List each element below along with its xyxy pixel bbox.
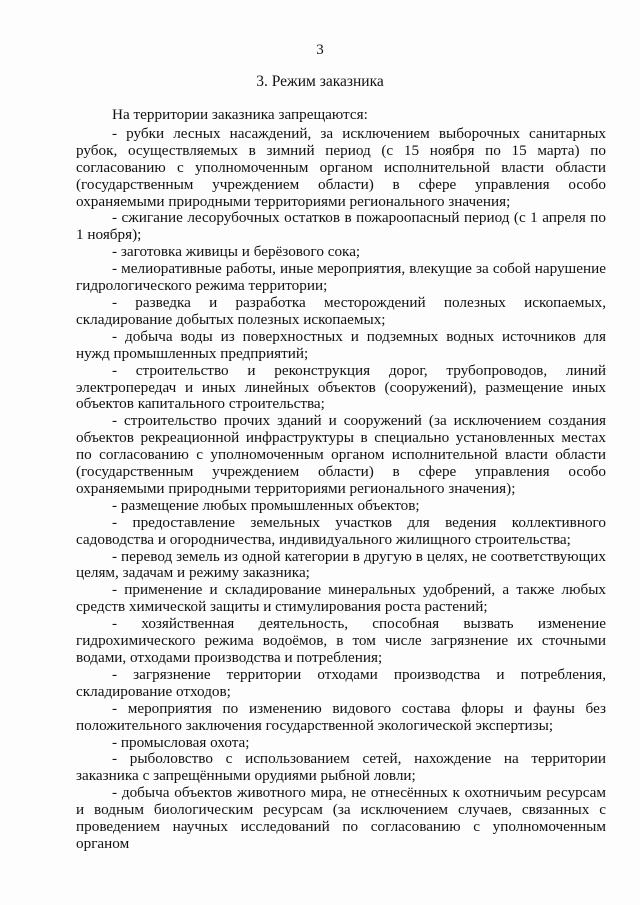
prohibition-item: - мероприятия по изменению видового состава флоры и фауны без положительного заключения государственной экологической экспертизы;: [76, 699, 606, 734]
prohibition-item: - загрязнение территории отходами производства и потребления, складирование отходов;: [76, 665, 606, 700]
prohibition-item: - рубки лесных насаждений, за исключением выборочных санитарных рубок, осуществляемых в зимний период (с 15 ноября по 15 марта) по согласованию с уполномоченным органом исполнительной власти области (государственным учреждением области) в сфере управления особо охраняемыми природными территориями регионального значения;: [76, 124, 606, 210]
prohibition-item: - разведка и разработка месторождений полезных ископаемых, складирование добытых полезных ископаемых;: [76, 293, 606, 328]
prohibition-item: - размещение любых промышленных объектов;: [112, 496, 420, 514]
prohibition-item: - добыча объектов животного мира, не отнесённых к охотничьим ресурсам и водным биологическим ресурсам (за исключением случаев, связанных с проведением научных исследований по согласованию с уполномоченным органом: [76, 784, 606, 852]
prohibition-item: - применение и складирование минеральных удобрений, а также любых средств химической защиты и стимулирования роста растений;: [76, 581, 606, 616]
prohibition-item: - мелиоративные работы, иные мероприятия, влекущие за собой нарушение гидрологического режима территории;: [76, 260, 606, 295]
prohibition-item: - предоставление земельных участков для ведения коллективного садоводства и огородничества, индивидуального жилищного строительства;: [76, 513, 606, 548]
prohibition-item: - строительство и реконструкция дорог, трубопроводов, линий электропередач и иных линейных объектов (сооружений), размещение иных объектов капитального строительства;: [76, 361, 606, 413]
prohibition-item: - рыболовство с использованием сетей, нахождение на территории заказника с запрещёнными орудиями рыбной ловли;: [76, 750, 606, 785]
prohibition-item: - строительство прочих зданий и сооружений (за исключением создания объектов рекреационной инфраструктуры в специально установленных местах по согласованию с уполномоченным органом исполнительной власти области (государственным учреждением области) в сфере управления особо охраняемыми природными территориями регионального значения);: [76, 412, 606, 497]
section-title: 3. Режим заказника: [256, 73, 384, 90]
prohibition-item: - заготовка живицы и берёзового сока;: [112, 243, 361, 261]
section-body: [76, 107, 606, 853]
page-number: 3: [316, 42, 324, 58]
prohibition-item: - добыча воды из поверхностных и подземных водных источников для нужд промышленных предприятий;: [76, 327, 606, 362]
prohibition-item: - промысловая охота;: [112, 733, 250, 751]
intro-paragraph: На территории заказника запрещаются:: [112, 106, 368, 123]
prohibition-item: - хозяйственная деятельность, способная вызвать изменение гидрохимического режима водоёмов, в том числе загрязнение их сточными водами, отходами производства и потребления;: [76, 615, 606, 666]
prohibition-item: - сжигание лесорубочных остатков в пожароопасный период (с 1 апреля по 1 ноября);: [76, 209, 606, 244]
prohibition-item: - перевод земель из одной категории в другую в целях, не соответствующих целям, задачам и режиму заказника;: [76, 547, 606, 582]
